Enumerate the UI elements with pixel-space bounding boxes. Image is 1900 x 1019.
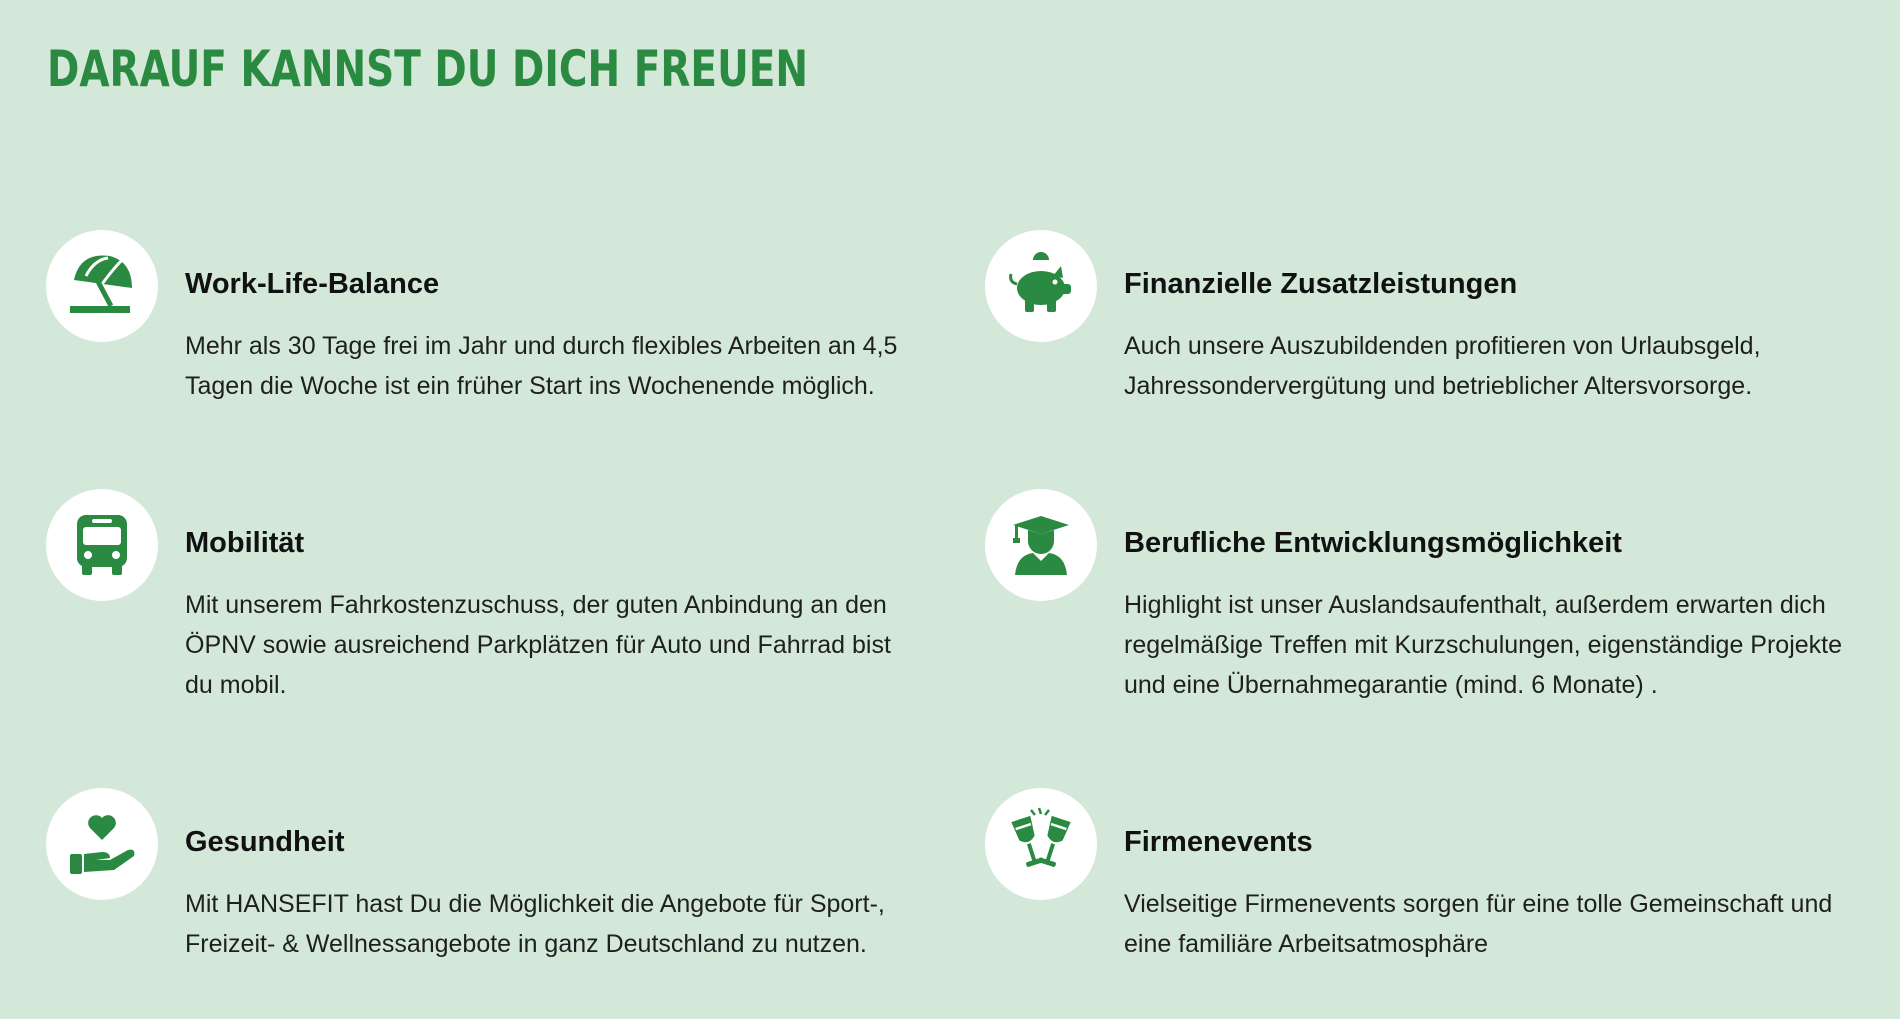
benefit-description [185, 326, 985, 406]
beach-umbrella-icon [62, 246, 142, 326]
benefit-title: Gesundheit [185, 826, 345, 858]
bus-icon [62, 505, 142, 585]
benefit-title: Berufliche Entwicklungsmöglichkeit [1124, 527, 1622, 559]
benefit-description-line: ÖPNV sowie ausreichend Parkplätzen für Auto und Fahrrad bist [185, 631, 891, 659]
benefit-description-line: du mobil. [185, 671, 287, 699]
benefit-description-line: Freizeit- & Wellnessangebote in ganz Deutschland zu nutzen. [185, 930, 867, 958]
benefit-icon-circle [985, 788, 1097, 900]
benefit-title: Mobilität [185, 527, 305, 559]
benefit-title: Finanzielle Zusatzleistungen [1124, 268, 1518, 300]
benefit-description-line: und eine Übernahmegarantie (mind. 6 Monate) . [1124, 671, 1658, 699]
benefit-icon-circle [46, 788, 158, 900]
benefit-description [1124, 884, 1900, 964]
benefit-description-line: eine familiäre Arbeitsatmosphäre [1124, 930, 1489, 958]
benefit-description [185, 884, 985, 964]
graduate-icon [1001, 505, 1081, 585]
benefit-description-line: Mehr als 30 Tage frei im Jahr und durch flexibles Arbeiten an 4,5 [185, 332, 898, 360]
benefit-description [1124, 326, 1900, 406]
glasses-cheers-icon [1001, 804, 1081, 884]
benefit-icon-circle [985, 489, 1097, 601]
benefit-description-line: Mit HANSEFIT hast Du die Möglichkeit die Angebote für Sport-, [185, 890, 885, 918]
section-title: DARAUF KANNST DU DICH FREUEN [47, 40, 809, 98]
hand-heart-icon [62, 804, 142, 884]
benefit-description [1124, 585, 1900, 705]
benefit-icon-circle [46, 489, 158, 601]
benefit-description-line: Highlight ist unser Auslandsaufenthalt, außerdem erwarten dich [1124, 591, 1826, 619]
benefit-description-line: Auch unsere Auszubildenden profitieren von Urlaubsgeld, [1124, 332, 1761, 360]
benefit-icon-circle [985, 230, 1097, 342]
benefit-title: Work-Life-Balance [185, 268, 440, 300]
benefit-description-line: regelmäßige Treffen mit Kurzschulungen, eigenständige Projekte [1124, 631, 1843, 659]
benefit-description-line: Vielseitige Firmenevents sorgen für eine tolle Gemeinschaft und [1124, 890, 1833, 918]
piggy-bank-icon [1001, 246, 1081, 326]
benefit-title: Firmenevents [1124, 826, 1313, 858]
benefit-description [185, 585, 985, 705]
benefit-description-line: Tagen die Woche ist ein früher Start ins Wochenende möglich. [185, 372, 875, 400]
benefit-description-line: Jahressondervergütung und betrieblicher Altersvorsorge. [1124, 372, 1753, 400]
benefit-icon-circle [46, 230, 158, 342]
benefit-description-line: Mit unserem Fahrkostenzuschuss, der guten Anbindung an den [185, 591, 887, 619]
